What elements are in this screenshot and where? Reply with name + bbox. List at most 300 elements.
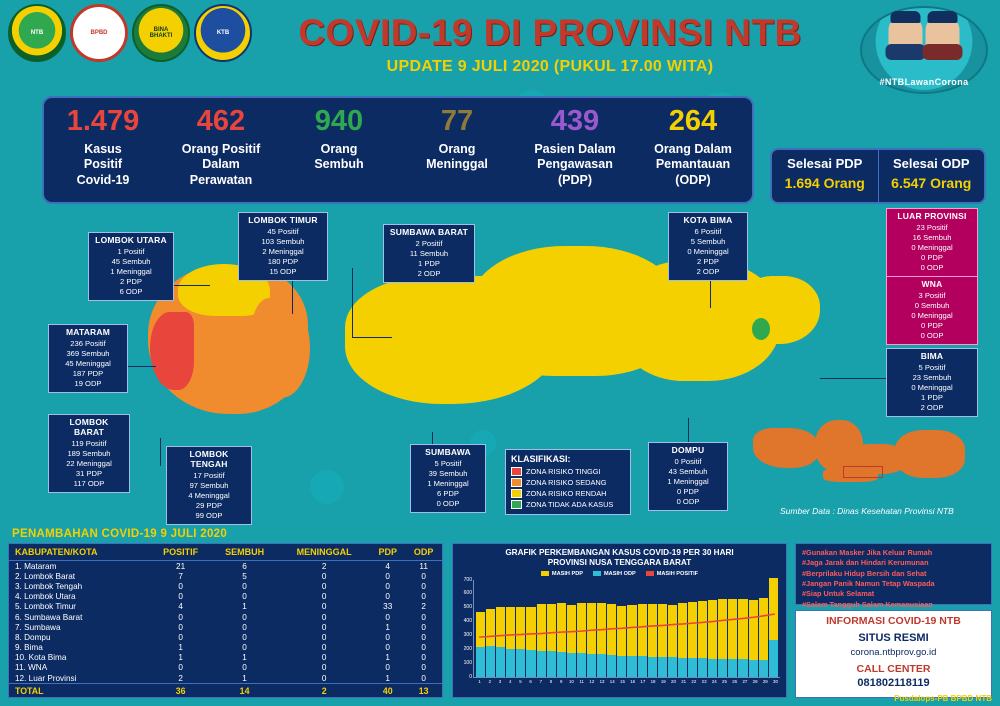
chart-x-tick: 6 [529, 678, 532, 684]
chart-bar-odp [567, 653, 576, 677]
kota-tengah-barat-logo-icon: KTB [194, 4, 252, 62]
official-site-url[interactable]: corona.ntbprov.go.id [850, 647, 937, 658]
table-cell: 1 [178, 653, 183, 663]
region-callout-sumbawa-barat [383, 224, 475, 283]
stat-label: Orang Meninggal [426, 142, 488, 172]
legend-item [511, 478, 625, 487]
region-name: SUMBAWA BARAT [384, 225, 474, 238]
chart-bar [698, 601, 707, 677]
table-cell: 0 [321, 592, 327, 602]
chart-bar [567, 605, 576, 676]
chart-x-tick: 27 [742, 678, 748, 684]
region-callout-lombok-barat [48, 414, 130, 493]
chart-bar-pdp [738, 599, 747, 660]
legend-item [511, 467, 625, 476]
chart-x-tick: 21 [681, 678, 687, 684]
stat-card [280, 98, 398, 202]
ntb-provincial-seal-icon: NTB [8, 4, 66, 62]
health-tips-box [795, 543, 992, 609]
chart-bar-odp [577, 653, 586, 676]
table-column-header: ODP [405, 544, 442, 561]
chart-x-tick: 28 [752, 678, 758, 684]
chart-bar-pdp [627, 605, 636, 655]
chart-x-tick: 5 [519, 678, 522, 684]
chart-x-tick: 30 [773, 678, 778, 684]
chart-y-tick: 600 [463, 590, 472, 597]
legend-title: KLASIFIKASI: [511, 454, 571, 464]
table-total-row [9, 684, 442, 697]
region-name: LOMBOK TENGAH [167, 447, 251, 470]
table-cell: 0 [321, 653, 327, 663]
zone-kota-bima [752, 318, 770, 340]
table-cell: 0 [321, 643, 327, 653]
stat-label: Orang Dalam Pemantauan (ODP) [654, 142, 732, 187]
avatar [926, 16, 960, 60]
chart-bar [607, 604, 616, 676]
call-center-phone[interactable]: 081802118119 [857, 677, 930, 689]
health-tip: #Gunakan Masker Jika Keluar Rumah [802, 548, 933, 557]
chart-bar-pdp [506, 607, 515, 649]
chart-x-tick: 2 [488, 678, 492, 684]
table-column-header: KABUPATEN/KOTA [9, 544, 150, 561]
legend-item [511, 500, 625, 509]
chart-bar-pdp [718, 599, 727, 659]
chart-x-tick: 1 [478, 678, 481, 684]
chart-x-axis [473, 678, 782, 684]
table-cell: 10. Kota Bima [15, 653, 67, 663]
table-cell: 0 [242, 632, 247, 642]
region-name: LOMBOK UTARA [89, 233, 173, 246]
table-cell: 21 [176, 561, 186, 571]
bottom-section [0, 528, 1000, 706]
table-column-header: PDP [370, 544, 405, 561]
chart-bar-pdp [688, 602, 697, 658]
table-cell: 0 [421, 663, 426, 673]
stat-value: 264 [668, 105, 718, 137]
table-cell: 0 [178, 663, 183, 673]
region-stats: 17 Positif 97 Sembuh 4 Meninggal 29 PDP 99 ODP [188, 471, 230, 521]
chart-bar [627, 605, 636, 676]
chart-y-tick: 200 [463, 645, 472, 652]
table-total-cell: TOTAL [9, 684, 150, 697]
legend-label: ZONA RISIKO TINGGI [526, 467, 601, 476]
chart-bar [516, 607, 525, 676]
table-cell: 2 [421, 602, 426, 612]
stat-card [162, 98, 280, 202]
table-cell: 0 [421, 581, 426, 591]
table-row [9, 632, 442, 642]
chart-x-tick: 25 [722, 678, 727, 684]
map-legend [505, 449, 631, 515]
table-row [9, 592, 442, 602]
stat-value: 439 [550, 105, 600, 137]
table-cell: 11 [419, 561, 428, 571]
stat-value: 462 [196, 105, 246, 137]
page-subtitle: UPDATE 9 JULI 2020 (PUKUL 17.00 WITA) [386, 58, 714, 75]
chart-bar-pdp [668, 605, 677, 658]
stat-label: Orang Sembuh [314, 142, 364, 172]
stat-card [516, 98, 634, 202]
chart-bar-odp [476, 647, 485, 676]
table-row [9, 643, 442, 653]
table-cell: 7. Sumbawa [15, 622, 61, 632]
region-name: LUAR PROVINSI [887, 209, 977, 222]
chart-bar [749, 600, 758, 677]
chart-bar [648, 604, 657, 676]
region-name: BIMA [887, 349, 977, 362]
campaign-hashtag: #NTBLawanCorona [879, 77, 969, 87]
chart-bar-pdp [537, 604, 546, 650]
region-callout-wna [886, 276, 978, 345]
trend-chart [452, 543, 787, 698]
indonesia-inset-map [745, 414, 975, 502]
chart-bar-pdp [658, 604, 667, 657]
table-cell: 0 [385, 592, 390, 602]
header [0, 0, 1000, 92]
table-cell: 0 [321, 571, 327, 581]
legend-swatch [511, 500, 522, 509]
completed-stat [772, 150, 878, 202]
table-column-header: POSITIF [150, 544, 211, 561]
region-callout-lombok-utara [88, 232, 174, 301]
contact-box [795, 610, 992, 698]
health-tip: #Jaga Jarak dan Hindari Kerumunan [802, 558, 929, 568]
zone-lombok-timur [252, 298, 310, 398]
table-body [9, 561, 442, 697]
table-row [9, 581, 442, 591]
table-total-cell: 36 [150, 684, 211, 697]
chart-bar-odp [728, 659, 737, 676]
chart-x-tick: 18 [650, 678, 656, 684]
table-cell: 0 [421, 571, 426, 581]
chart-bar-odp [486, 646, 495, 676]
table-cell: 4. Lombok Utara [15, 592, 76, 602]
region-stats: 1 Positif 45 Sembuh 1 Meninggal 2 PDP 6 ODP [110, 247, 152, 297]
table-cell: 0 [385, 581, 390, 591]
chart-x-tick: 13 [599, 678, 605, 684]
chart-bar [658, 604, 667, 677]
table [9, 544, 442, 697]
chart-bar [496, 607, 505, 676]
chart-bar-odp [638, 656, 647, 676]
legend-swatch [511, 478, 522, 487]
region-name: WNA [887, 277, 977, 290]
chart-bar [537, 604, 546, 676]
table-cell: 0 [321, 632, 327, 642]
chart-bar [587, 603, 596, 676]
legend-label: ZONA TIDAK ADA KASUS [526, 500, 614, 509]
page-title: COVID-19 DI PROVINSI NTB [298, 12, 802, 53]
table-cell: 0 [242, 663, 247, 673]
chart-x-tick: 8 [549, 678, 553, 684]
chart-y-tick: 0 [469, 673, 472, 680]
daily-increase-table [8, 543, 443, 698]
chart-y-tick: 700 [463, 576, 472, 583]
chart-bar [759, 598, 768, 676]
chart-bar-pdp [678, 603, 687, 658]
table-cell: 33 [383, 602, 393, 612]
health-tip: #Jangan Panik Namun Tetap Waspada [802, 579, 935, 589]
table-cell: 0 [242, 612, 247, 622]
table-cell: 4 [178, 602, 183, 612]
chart-bar-pdp [769, 578, 778, 639]
legend-item [511, 489, 625, 498]
table-cell: 0 [242, 592, 247, 602]
health-tip: #Siap Untuk Selamat [802, 589, 875, 599]
chart-bars [474, 580, 780, 677]
chart-bar-odp [587, 654, 596, 676]
stat-label: Pasien Dalam Pengawasan (PDP) [534, 142, 616, 187]
region-name: LOMBOK BARAT [49, 415, 129, 438]
table-cell: 1 [178, 643, 183, 653]
chart-bar-pdp [486, 609, 495, 647]
table-cell: 11. WNA [15, 663, 48, 673]
chart-bar [526, 607, 535, 677]
leader-line [352, 268, 353, 338]
chart-bar-pdp [567, 605, 576, 653]
table-row [9, 622, 442, 632]
table-row [9, 571, 442, 581]
table-cell: 1 [385, 653, 390, 663]
stat-card [44, 98, 162, 202]
leader-line [160, 438, 161, 466]
chart-bar [738, 599, 747, 677]
table-cell: 6 [242, 561, 247, 571]
table-cell: 0 [321, 673, 327, 683]
chart-x-tick: 14 [609, 678, 615, 684]
chart-legend [457, 571, 782, 577]
logo-group [8, 4, 252, 62]
chart-bar-odp [627, 656, 636, 677]
chart-y-tick: 400 [463, 618, 472, 625]
table-title: PENAMBAHAN COVID-19 9 JULI 2020 [12, 528, 228, 540]
contact-heading: INFORMASI COVID-19 NTB [826, 615, 961, 627]
table-cell: 0 [385, 612, 390, 622]
chart-bar-odp [597, 654, 606, 676]
chart-bar [769, 578, 778, 676]
region-stats: 236 Positif 369 Sembuh 45 Meninggal 187 PDP 19 ODP [65, 339, 111, 389]
chart-bar [688, 602, 697, 676]
table-cell: 8. Dompu [15, 632, 51, 642]
region-stats: 0 Positif 43 Sembuh 1 Meninggal 0 PDP 0 ODP [667, 457, 709, 507]
table-cell: 0 [421, 592, 426, 602]
chart-y-axis [458, 576, 472, 680]
chart-bar-odp [718, 659, 727, 677]
table-cell: 1 [242, 673, 247, 683]
region-stats: 6 Positif 5 Sembuh 0 Meninggal 2 PDP 2 ODP [687, 227, 729, 277]
chart-x-tick: 11 [579, 678, 584, 684]
chart-bar [506, 607, 515, 677]
footer-credit: Pusdalops-PB BPBD NTB [894, 694, 992, 703]
region-stats: 119 Positif 189 Sembuh 22 Meninggal 31 PDP 117 ODP [66, 439, 112, 489]
health-tip: #Salam Tangguh Salam Kemanusiaan [802, 599, 933, 609]
table-total-cell: 14 [211, 684, 278, 697]
call-center-label: CALL CENTER [856, 663, 931, 675]
table-cell: 0 [178, 592, 183, 602]
table-cell: 0 [178, 632, 183, 642]
table-cell: 0 [242, 581, 247, 591]
chart-bar-odp [688, 658, 697, 676]
leader-line [352, 337, 392, 338]
table-cell: 1 [242, 653, 247, 663]
chart-bar-odp [759, 660, 768, 677]
region-stats: 5 Positif 23 Sembuh 0 Meninggal 1 PDP 2 ODP [911, 363, 953, 413]
chart-bar-pdp [526, 607, 535, 650]
chart-legend-item: MASIH PDP [541, 571, 583, 577]
table-cell: 2 [321, 561, 327, 571]
legend-label: ZONA RISIKO RENDAH [526, 489, 607, 498]
table-header-row [9, 544, 442, 561]
zone-mataram [150, 312, 194, 390]
region-stats: 45 Positif 103 Sembuh 2 Meninggal 180 PDP 15 ODP [261, 227, 305, 277]
table-column-header: MENINGGAL [278, 544, 370, 561]
source-note: Sumber Data : Dinas Kesehatan Provinsi NTB [780, 506, 954, 516]
chart-bar-pdp [708, 600, 717, 659]
chart-bar-odp [668, 657, 677, 676]
chart-x-tick: 10 [568, 678, 574, 684]
chart-bar-pdp [698, 601, 707, 658]
region-callout-kota-bima [668, 212, 748, 281]
chart-x-tick: 12 [589, 678, 595, 684]
chart-x-tick: 17 [640, 678, 646, 684]
region-callout-mataram [48, 324, 128, 393]
region-callout-dompu [648, 442, 728, 511]
region-stats: 23 Positif 16 Sembuh 0 Meninggal 0 PDP 0 ODP [911, 223, 953, 273]
chart-bar [678, 603, 687, 676]
region-callout-lombok-tengah [166, 446, 252, 525]
chart-x-tick: 16 [630, 678, 636, 684]
chart-x-tick: 23 [701, 678, 707, 684]
completed-stat [878, 150, 985, 202]
chart-y-tick: 500 [463, 604, 472, 611]
chart-bar-pdp [557, 603, 566, 652]
chart-x-tick: 22 [691, 678, 697, 684]
chart-title: GRAFIK PERKEMBANGAN KASUS COVID-19 PER 30 HARI PROVINSI NUSA TENGGARA BARAT [505, 548, 734, 568]
legend-label: ZONA RISIKO SEDANG [526, 478, 607, 487]
stat-label: Kasus Positif Covid-19 [76, 142, 130, 187]
table-row [9, 653, 442, 663]
legend-swatch [511, 467, 522, 476]
table-cell: 4 [385, 561, 390, 571]
chart-bar-pdp [759, 598, 768, 660]
table-total-cell: 40 [370, 684, 405, 697]
chart-bar [476, 612, 485, 676]
chart-x-tick: 26 [732, 678, 738, 684]
chart-x-tick: 15 [620, 678, 625, 684]
region-callout-bima [886, 348, 978, 417]
bina-bhakti-logo-icon: BINA BHAKTI [132, 4, 190, 62]
table-cell: 1. Mataram [15, 561, 57, 571]
table-cell: 2. Lombok Barat [15, 571, 76, 581]
table-row [9, 561, 442, 572]
chart-bar [668, 605, 677, 677]
table-row [9, 612, 442, 622]
completed-stat-value: 1.694 Orang [784, 175, 865, 191]
table-cell: 0 [385, 632, 390, 642]
table-cell: 0 [385, 643, 390, 653]
table-cell: 0 [178, 612, 183, 622]
health-tip: #Berprilaku Hidup Bersih dan Sehat [802, 568, 927, 578]
chart-bar [718, 599, 727, 676]
table-cell: 12. Luar Provinsi [15, 673, 77, 683]
chart-x-tick: 9 [560, 678, 563, 684]
summary-stats [42, 96, 754, 204]
governor-badge [860, 6, 988, 94]
title-block [255, 14, 845, 76]
table-cell: 6. Sumbawa Barat [15, 612, 83, 622]
chart-bar-pdp [577, 603, 586, 653]
chart-bar [486, 609, 495, 677]
region-stats: 2 Positif 11 Sembuh 1 PDP 2 ODP [409, 239, 449, 279]
chart-y-tick: 100 [463, 659, 472, 666]
region-name: SUMBAWA [411, 445, 485, 458]
chart-bar-odp [769, 640, 778, 677]
chart-bar-pdp [749, 600, 758, 660]
table-cell: 2 [178, 673, 183, 683]
region-name: MATARAM [49, 325, 127, 338]
stat-value: 940 [314, 105, 364, 137]
table-cell: 0 [421, 632, 426, 642]
stat-value: 77 [440, 105, 474, 137]
chart-bar [617, 606, 626, 677]
chart-bar-pdp [476, 612, 485, 647]
region-name: DOMPU [649, 443, 727, 456]
completed-stat-value: 6.547 Orang [891, 175, 972, 191]
table-cell: 0 [242, 643, 247, 653]
table-row [9, 602, 442, 612]
table-cell: 0 [242, 622, 247, 632]
table-cell: 3. Lombok Tengah [15, 581, 83, 591]
chart-bar-pdp [516, 607, 525, 649]
chart-bar [638, 604, 647, 676]
table-cell: 1 [385, 673, 390, 683]
chart-bar-odp [648, 657, 657, 677]
chart-bar-odp [557, 652, 566, 677]
table-cell: 1 [385, 622, 390, 632]
table-cell: 0 [178, 622, 183, 632]
table-cell: 0 [178, 581, 183, 591]
table-row [9, 673, 442, 684]
chart-plot [463, 576, 780, 680]
chart-x-tick: 29 [762, 678, 768, 684]
chart-bar-odp [547, 651, 556, 676]
chart-x-tick: 7 [539, 678, 543, 684]
table-cell: 0 [421, 622, 426, 632]
chart-bar-odp [526, 650, 535, 677]
chart-bar [597, 603, 606, 677]
chart-bar-odp [516, 649, 525, 676]
chart-legend-item: MASIH ODP [593, 571, 636, 577]
stat-card [634, 98, 752, 202]
table-cell: 0 [321, 581, 327, 591]
chart-bar [728, 599, 737, 677]
chart-y-tick: 300 [463, 631, 472, 638]
chart-bar-pdp [638, 604, 647, 656]
chart-x-tick: 19 [660, 678, 666, 684]
table-column-header: SEMBUH [211, 544, 278, 561]
table-cell: 0 [321, 663, 327, 673]
chart-bar-odp [506, 649, 515, 677]
chart-bar-odp [537, 651, 546, 677]
chart-x-tick: 24 [711, 678, 717, 684]
table-cell: 1 [242, 602, 247, 612]
chart-bar-pdp [587, 603, 596, 654]
region-callout-sumbawa [410, 444, 486, 513]
chart-bar-odp [708, 659, 717, 677]
chart-bar [557, 603, 566, 677]
table-cell: 7 [178, 571, 183, 581]
chart-bar-pdp [607, 604, 616, 654]
